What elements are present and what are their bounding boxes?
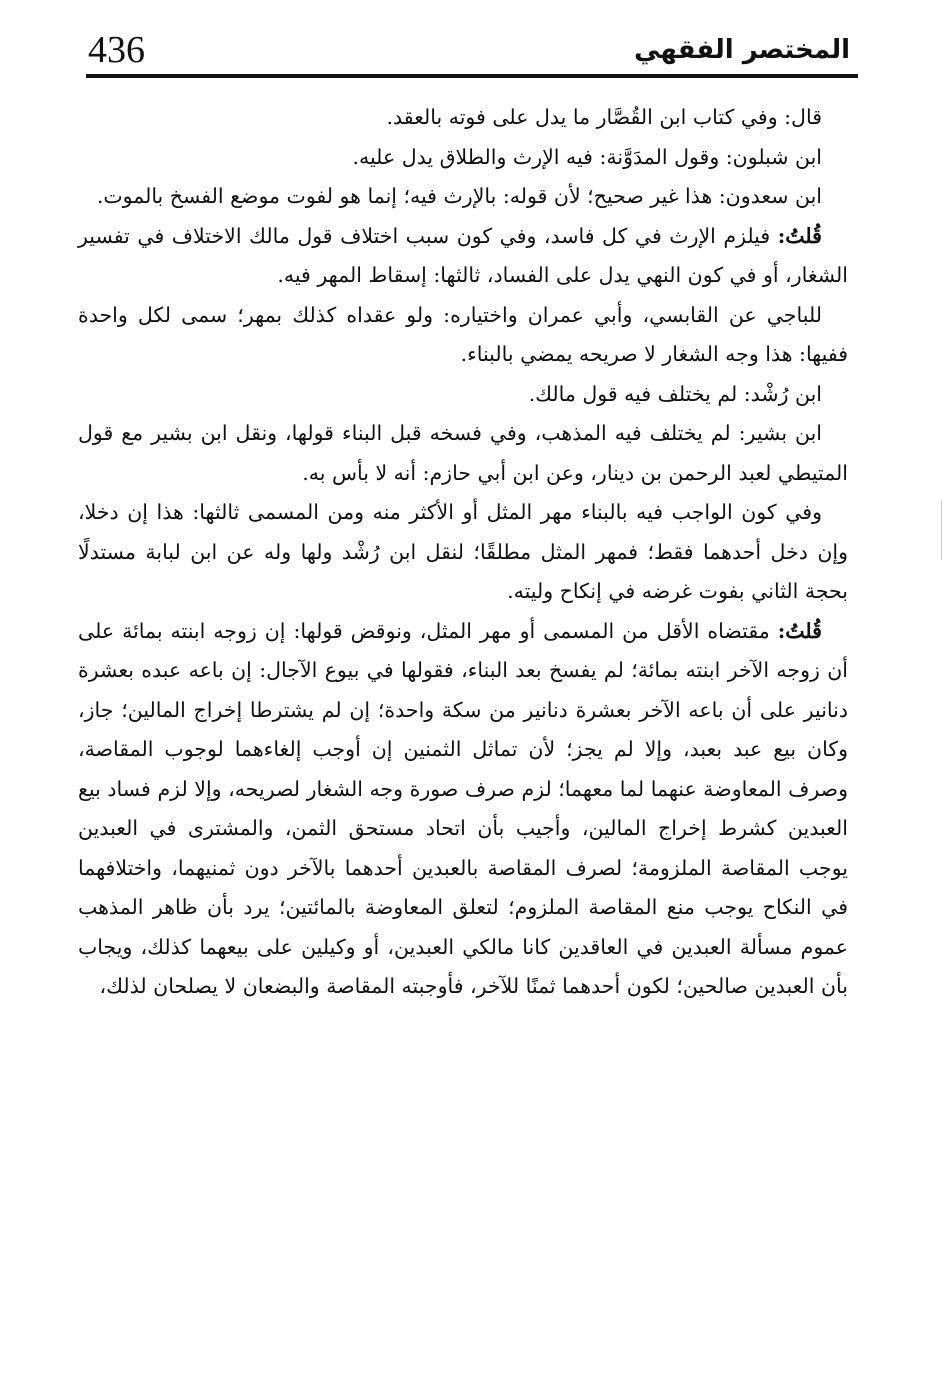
paragraph-text: وفي كون الواجب فيه بالبناء مهر المثل أو الأكثر منه ومن المسمى ثالثها: هذا إن دخلا، وإن دخل أحدهما فقط؛ فمهر المثل مطلقًا؛ لنقل ابن رُشْد ولها وله عن ابن لبابة مستدلًا بحجة الثاني بفوت غرضه في إنكاح وليته. — [78, 500, 848, 603]
paragraph — [78, 296, 848, 375]
paragraph-text: فيلزم الإرث في كل فاسد، وفي كون سبب اختلاف قول مالك الاختلاف في تفسير الشغار، أو في كون النهي يدل على الفساد، ثالثها: إسقاط المهر فيه. — [78, 223, 848, 287]
paragraph — [78, 98, 848, 138]
paragraph — [78, 493, 848, 612]
running-title: المختصر الفقهي — [634, 35, 850, 65]
paragraph-text: ابن سعدون: هذا غير صحيح؛ لأن قوله: بالإرث فيه؛ إنما هو لفوت موضع الفسخ بالموت. — [96, 184, 822, 208]
paragraph-lead: قُلتُ: — [777, 618, 822, 643]
paragraph — [78, 177, 848, 217]
paragraph-text: مقتضاه الأقل من المسمى أو مهر المثل، ونوقض قولها: إن زوجه ابنته بمائة على أن زوجه الآخر ابنته بمائة؛ لم يفسخ بعد البناء، فقولها في بيوع الآجال: إن باعه عبده بعشرة دنانير على أن باعه الآخر بعشرة دنانير من سكة واحدة؛ إن لم يشترطا إخراج المالين؛ جاز، وكان بيع عبد بعبد، وإلا لم يجز؛ لأن تماثل الثمنين إن أوجب إلغاءهما لوجوب المقاصة، وصرف المعاوضة عنهما لما معهما؛ لزم صرف صورة وجه الشغار لصريحه، وإلا لزم فساد بيع العبدين كشرط إخراج المالين، وأجيب بأن اتحاد مستحق الثمن، والمشترى في العبدين يوجب المقاصة الملزومة؛ لصرف المقاصة بالعبدين أحدهما بالآخر دون ثمنيهما، واختلافهما في النكاح يوجب منع المقاصة الملزوم؛ لتعلق المعاوضة بالمائتين؛ يرد بأن ظاهر المذهب عموم مسألة العبدين في العاقدين كانا مالكي العبدين، أو وكيلين على بيعهما كذلك، ويجاب بأن العبدين صالحين؛ لكون أحدهما ثمنًا للآخر، فأوجبته المقاصة والبضعان لا يصلحان لذلك، — [78, 618, 848, 998]
paragraph — [78, 414, 848, 493]
page-header — [86, 28, 858, 78]
paragraph-text: ابن شبلون: وقول المدَوَّنة: فيه الإرث والطلاق يدل عليه. — [352, 144, 822, 169]
paragraph-text: ابن رُشْد: لم يختلف فيه قول مالك. — [528, 381, 822, 406]
paragraph — [78, 375, 848, 415]
paragraph-text: ابن بشير: لم يختلف فيه المذهب، وفي فسخه قبل البناء قولها، ونقل ابن بشير مع قول المتيطي لعبد الرحمن بن دينار، وعن ابن أبي حازم: أنه لا بأس به. — [78, 421, 848, 485]
paragraph — [78, 612, 848, 1007]
body-text — [78, 98, 848, 1007]
paragraph-text: للباجي عن القابسي، وأبي عمران واختياره: ولو عقداه كذلك بمهر؛ سمى لكل واحدة ففيها: هذا وجه الشغار لا صريحه يمضي بالبناء. — [78, 302, 848, 366]
header-rule — [86, 74, 858, 78]
page-number: 436 — [88, 29, 145, 71]
margin-mark — [941, 500, 942, 560]
paragraph-lead: قُلتُ: — [777, 223, 822, 248]
paragraph — [78, 217, 848, 296]
paragraph — [78, 138, 848, 178]
paragraph-text: قال: وفي كتاب ابن القُصَّار ما يدل على فوته بالعقد. — [386, 105, 822, 129]
